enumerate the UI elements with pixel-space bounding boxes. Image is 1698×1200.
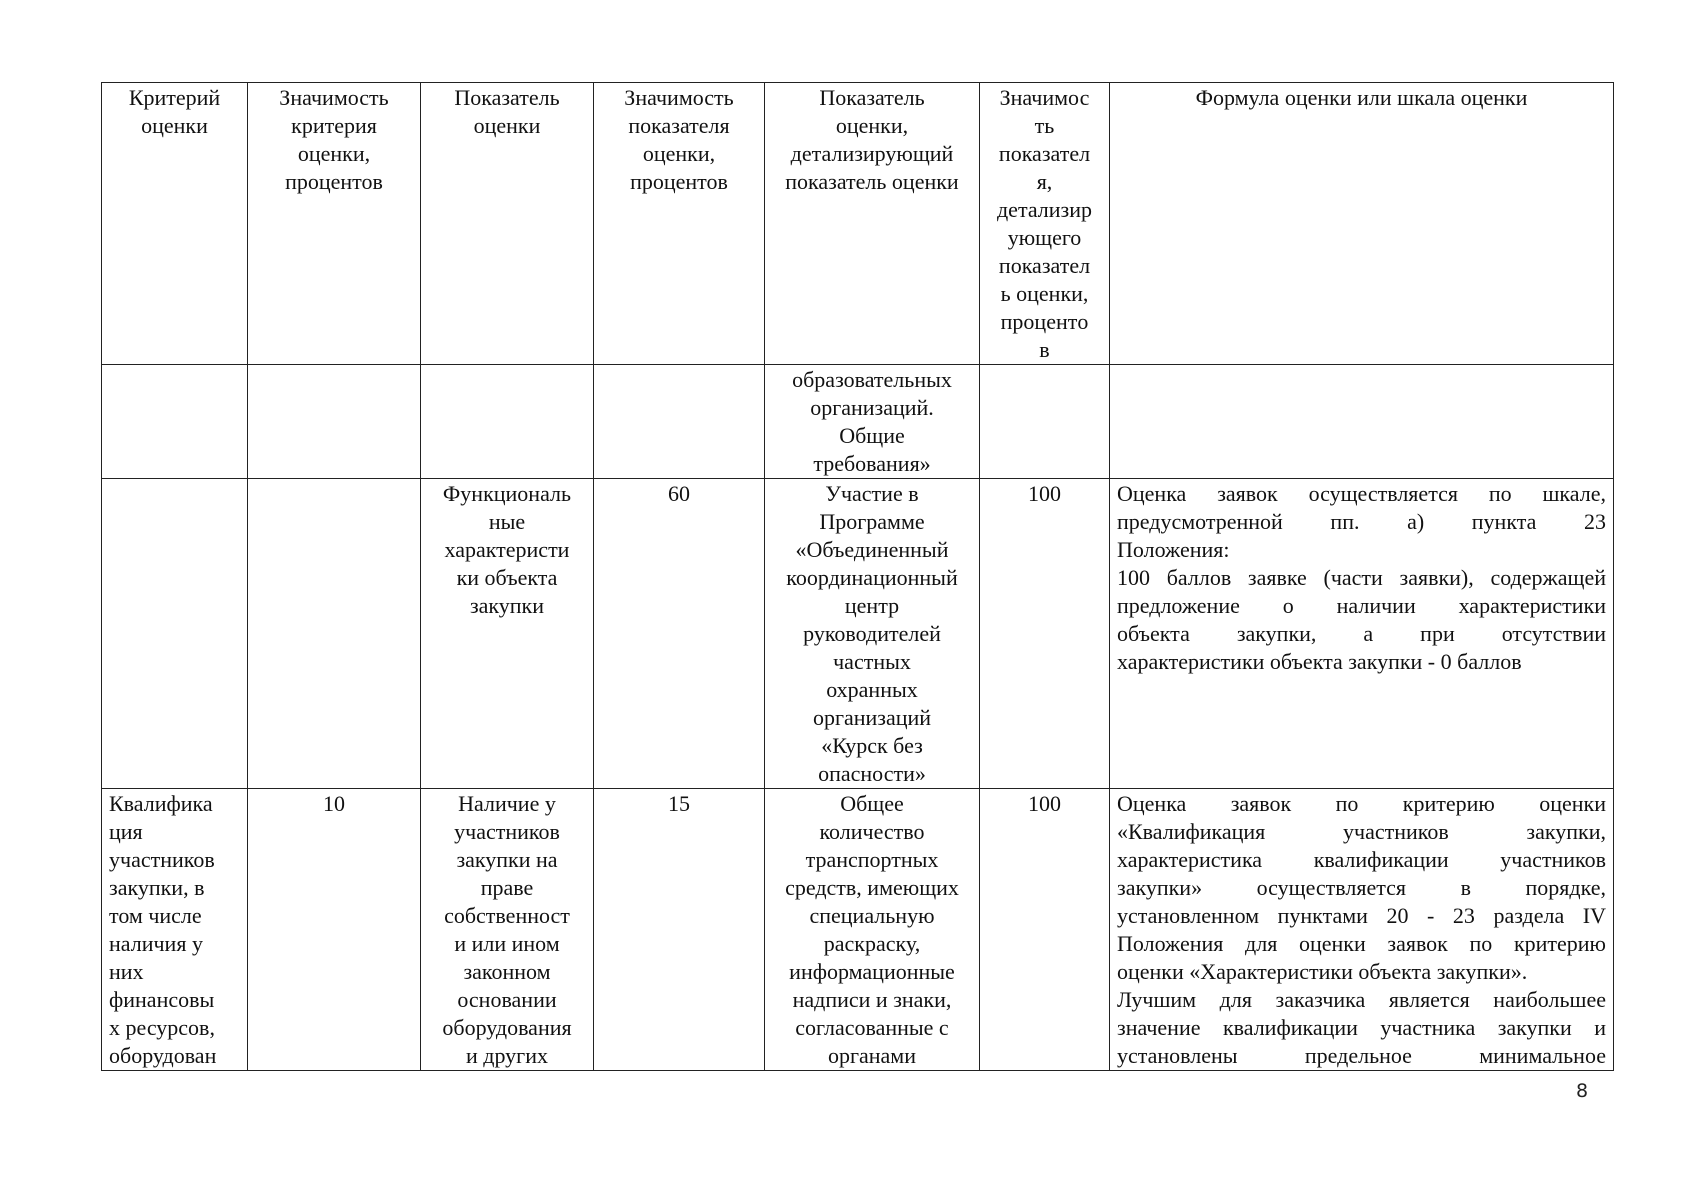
text-line: финансовы <box>109 987 215 1012</box>
text-line: Критерий <box>128 85 221 110</box>
text-line: Показатель <box>819 85 925 110</box>
text-line: показателя <box>628 113 730 138</box>
text-line: ция <box>109 819 143 844</box>
text-line: организаций <box>812 705 932 730</box>
text-line: Оценка заявок осуществляется по шкале, <box>1117 481 1606 506</box>
text-line: предложение о наличии характеристики <box>1117 593 1606 618</box>
text-line: руководителей <box>803 621 941 646</box>
text-line: Участие в <box>825 481 919 506</box>
text-line: закупки на <box>456 847 558 872</box>
detail-weight-cell <box>980 365 1110 479</box>
text-line: и или ином <box>454 931 560 956</box>
text-line: Лучшим для заказчика является наибольшее <box>1117 987 1606 1012</box>
text-line: ь оценки, <box>1000 281 1089 306</box>
table-header-row <box>102 83 1614 365</box>
text-line: согласованные с <box>795 1015 949 1040</box>
evaluation-criteria-table <box>101 82 1614 1071</box>
text-line: ки объекта <box>456 565 558 590</box>
text-line: координационный <box>786 565 958 590</box>
text-line: процентo <box>1000 309 1089 334</box>
text-line: детализир <box>996 197 1092 222</box>
text-line: частных <box>833 649 911 674</box>
header-detail-weight <box>980 83 1110 365</box>
text-line: Общее <box>840 791 904 816</box>
table-row <box>102 365 1614 479</box>
text-line: центр <box>844 593 900 618</box>
indicator-cell <box>421 789 594 1071</box>
text-line: охранных <box>826 677 918 702</box>
text-line: специальную <box>809 903 935 928</box>
text-line: Значимость <box>624 85 734 110</box>
header-formula <box>1110 83 1614 365</box>
text-line: 100 баллов заявке (части заявки), содержащей <box>1117 565 1606 590</box>
text-line: показател <box>998 253 1091 278</box>
text-line: оборудован <box>109 1043 217 1068</box>
indicator-cell <box>421 365 594 479</box>
header-indicator <box>421 83 594 365</box>
text-line: показатель оценки <box>785 169 959 194</box>
text-line: «Объединенный <box>795 537 949 562</box>
text-line: участников <box>109 847 215 872</box>
text-line: критерия <box>291 113 377 138</box>
formula-cell <box>1110 479 1614 789</box>
text-line: «Курск без <box>821 733 923 758</box>
text-line: средств, имеющих <box>785 875 959 900</box>
header-criterion-weight <box>248 83 421 365</box>
text-line: собственност <box>444 903 570 928</box>
document-page <box>101 82 1613 1071</box>
text-line: и других <box>466 1043 548 1068</box>
text-line: х ресурсов, <box>109 1015 215 1040</box>
text-line: Квалифика <box>109 791 213 816</box>
text-line: Показатель <box>454 85 560 110</box>
detail-weight-cell: 100 <box>980 789 1110 1071</box>
text-line: опасности» <box>818 761 926 786</box>
detail-weight-cell: 100 <box>980 479 1110 789</box>
text-line: установленном пунктами 20 - 23 раздела IV <box>1117 903 1606 928</box>
text-line: Наличие у <box>458 791 556 816</box>
indicator-weight-cell: 60 <box>594 479 765 789</box>
text-line: оценки, <box>297 141 371 166</box>
text-line: Значимость <box>279 85 389 110</box>
text-line: информационные <box>789 959 955 984</box>
text-line: участников <box>454 819 560 844</box>
text-line: Формула оценки или шкала оценки <box>1195 85 1528 110</box>
text-line: предусмотренной пп. а) пункта 23 <box>1117 509 1606 534</box>
text-line: транспортных <box>805 847 939 872</box>
text-line: том числе <box>109 903 202 928</box>
text-line: Положения: <box>1117 537 1230 562</box>
detail-indicator-cell <box>765 365 980 479</box>
text-line: ть <box>1034 113 1055 138</box>
text-line: характеристика квалификации участников <box>1117 847 1606 872</box>
text-line: органами <box>827 1043 917 1068</box>
text-line: характеристики объекта закупки - 0 баллов <box>1117 649 1522 674</box>
text-line: Положения для оценки заявок по критерию <box>1117 931 1606 956</box>
indicator-weight-cell: 15 <box>594 789 765 1071</box>
detail-indicator-cell <box>765 789 980 1071</box>
header-detail-indicator <box>765 83 980 365</box>
text-line: законном <box>463 959 551 984</box>
text-line: объекта закупки, а при отсутствии <box>1117 621 1606 646</box>
text-line: в <box>1039 337 1050 362</box>
text-line: количество <box>819 819 925 844</box>
page-number: 8 <box>1576 1080 1589 1102</box>
header-criterion <box>102 83 248 365</box>
text-line: Программе <box>819 509 925 534</box>
text-line: требования» <box>813 451 931 476</box>
text-line: процентов <box>630 169 728 194</box>
text-line: процентов <box>285 169 383 194</box>
indicator-weight-cell <box>594 365 765 479</box>
text-line: «Квалификация участников закупки, <box>1117 819 1606 844</box>
text-line: показател <box>998 141 1091 166</box>
detail-indicator-cell <box>765 479 980 789</box>
text-line: оценки, <box>835 113 909 138</box>
text-line: организаций. <box>810 395 934 420</box>
text-line: характеристи <box>444 537 570 562</box>
text-line: детализирующий <box>790 141 954 166</box>
indicator-cell <box>421 479 594 789</box>
text-line: закупки, в <box>109 875 205 900</box>
text-line: закупки» осуществляется в порядке, <box>1117 875 1606 900</box>
text-line: праве <box>480 875 534 900</box>
formula-cell <box>1110 365 1614 479</box>
criterion-weight-cell <box>248 479 421 789</box>
header-indicator-weight <box>594 83 765 365</box>
text-line: Функциональ <box>442 481 572 506</box>
text-line: основании <box>457 987 557 1012</box>
text-line: оценки, <box>642 141 716 166</box>
text-line: надписи и знаки, <box>792 987 952 1012</box>
text-line: ующего <box>1007 225 1082 250</box>
text-line: оценки <box>473 113 541 138</box>
formula-cell <box>1110 789 1614 1071</box>
text-line: Значимос <box>999 85 1090 110</box>
criterion-cell <box>102 365 248 479</box>
text-line: раскраску, <box>823 931 921 956</box>
text-line: них <box>109 959 144 984</box>
table-row <box>102 479 1614 789</box>
criterion-weight-cell: 10 <box>248 789 421 1071</box>
text-line: ные <box>488 509 526 534</box>
text-line: Общие <box>839 423 905 448</box>
criterion-weight-cell <box>248 365 421 479</box>
text-line: Оценка заявок по критерию оценки <box>1117 791 1606 816</box>
table-row <box>102 789 1614 1071</box>
text-line: образовательных <box>792 367 952 392</box>
text-line: значение квалификации участника закупки и <box>1117 1015 1606 1040</box>
text-line: оборудования <box>442 1015 572 1040</box>
text-line: установлены предельное минимальное <box>1117 1043 1606 1068</box>
text-line: закупки <box>469 593 545 618</box>
text-line: наличия у <box>109 931 203 956</box>
text-line: оценки «Характеристики объекта закупки». <box>1117 959 1528 984</box>
criterion-cell <box>102 789 248 1071</box>
text-line: оценки <box>141 113 208 138</box>
text-line: я, <box>1036 169 1053 194</box>
criterion-cell <box>102 479 248 789</box>
